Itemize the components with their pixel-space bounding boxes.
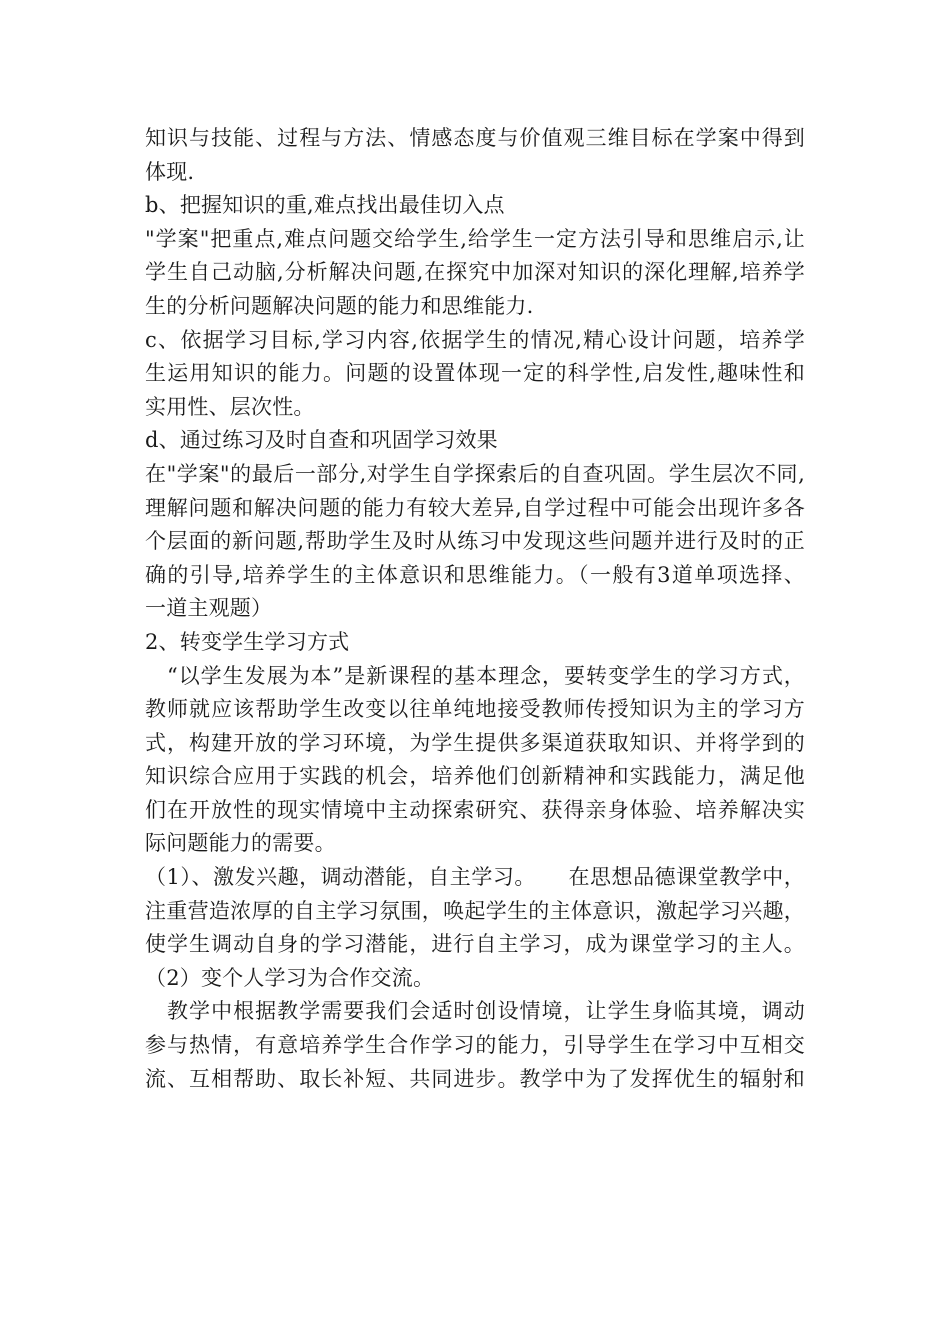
text-line: 注重营造浓厚的自主学习氛围，唤起学生的主体意识，激起学习兴趣， xyxy=(145,898,805,923)
text-line: 知识与技能、过程与方法、情感态度与价值观三维目标在学案中得到 xyxy=(145,126,805,150)
text-line: 一道主观题） xyxy=(145,596,273,621)
text-line: 2、转变学生学习方式 xyxy=(145,629,350,654)
text-line: 生运用知识的能力。问题的设置体现一定的科学性,启发性,趣味性和 xyxy=(145,361,805,386)
text-line: 学生自己动脑,分析解决问题,在探究中加深对知识的深化理解,培养学 xyxy=(145,260,805,285)
text-line: 生的分析问题解决问题的能力和思维能力. xyxy=(145,293,534,318)
text-line: （2）变个人学习为合作交流。 xyxy=(145,965,435,990)
text-line: 流、互相帮助、取长补短、共同进步。教学中为了发挥优生的辐射和 xyxy=(145,1066,805,1091)
text-line: “以学生发展为本”是新课程的基本理念，要转变学生的学习方式， xyxy=(145,663,805,688)
text-line: 知识综合应用于实践的机会，培养他们创新精神和实践能力，满足他 xyxy=(145,764,805,789)
text-line: 教学中根据教学需要我们会适时创设情境，让学生身临其境，调动 xyxy=(145,999,805,1024)
text-line: 体现. xyxy=(145,159,195,184)
text-line: 教师就应该帮助学生改变以往单纯地接受教师传授知识为主的学习方 xyxy=(145,697,805,722)
text-line: （1）、激发兴趣，调动潜能，自主学习。 在思想品德课堂教学中， xyxy=(145,865,805,890)
text-line: c、依据学习目标,学习内容,依据学生的情况,精心设计问题，培养学 xyxy=(145,327,805,352)
text-line: "学案"把重点,难点问题交给学生,给学生一定方法引导和思维启示,让 xyxy=(145,226,805,251)
text-line: 确的引导,培养学生的主体意识和思维能力。（一般有3道单项选择、 xyxy=(145,562,805,587)
text-line: 个层面的新问题,帮助学生及时从练习中发现这些问题并进行及时的正 xyxy=(145,529,805,554)
text-line: 际问题能力的需要。 xyxy=(145,831,336,856)
text-line: 使学生调动自身的学习潜能，进行自主学习，成为课堂学习的主人。 xyxy=(145,932,805,957)
text-line: d、通过练习及时自查和巩固学习效果 xyxy=(145,428,498,453)
document-body xyxy=(145,122,805,1096)
text-line: 理解问题和解决问题的能力有较大差异,自学过程中可能会出现许多各 xyxy=(145,495,805,520)
text-line: b、把握知识的重,难点找出最佳切入点 xyxy=(145,193,505,218)
text-line: 实用性、层次性。 xyxy=(145,394,315,419)
text-line: 参与热情，有意培养学生合作学习的能力，引导学生在学习中互相交 xyxy=(145,1033,805,1058)
text-line: 式，构建开放的学习环境，为学生提供多渠道获取知识、并将学到的 xyxy=(145,730,805,755)
text-line: 在"学案"的最后一部分,对学生自学探索后的自查巩固。学生层次不同, xyxy=(145,461,805,486)
text-line: 们在开放性的现实情境中主动探索研究、获得亲身体验、培养解决实 xyxy=(145,797,805,822)
